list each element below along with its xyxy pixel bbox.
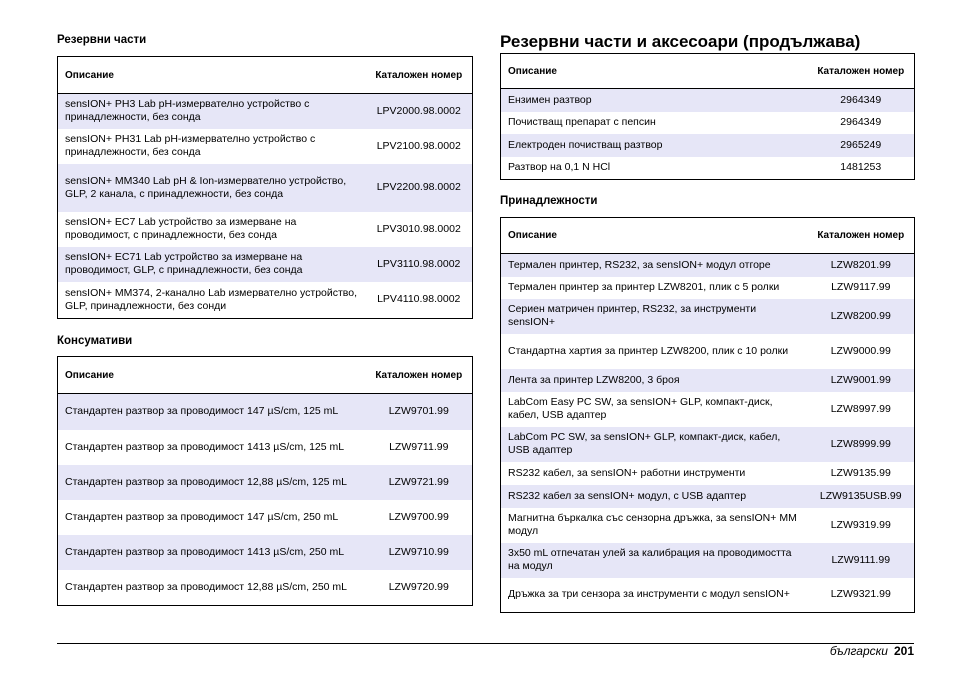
table-row [58,465,473,500]
row-description: Стандартен разтвор за проводимост 12,88 µS/cm, 125 mL [58,465,363,500]
table-row [58,500,473,535]
row-description: sensION+ MM374, 2-канално Lab измервателно устройство, GLP, принадлежности, без сонди [65,286,358,312]
continued-table [500,53,915,180]
row-description: sensION+ MM340 Lab pH & Ion-измервателно устройство, GLP, 2 канала, с принадлежности, без сонда [58,164,363,212]
row-catalog: LZW8997.99 [830,402,891,415]
row-description: Термален принтер за принтер LZW8201, плик с 5 ролки [508,281,780,293]
consumables-heading: Консумативи [57,335,133,347]
page-number: 201 [893,644,914,658]
accessories-table [500,217,915,613]
col-catalog-header: Каталожен номер [363,357,473,394]
table-row [58,247,473,282]
row-catalog: LZW9111.99 [805,543,915,578]
col-description-header: Описание [58,357,363,394]
row-description: Лента за принтер LZW8200, 3 броя [501,369,805,392]
table-row [58,94,473,129]
table-row [501,254,915,277]
table-row [501,112,915,134]
row-description: RS232 кабел, за sensION+ работни инструменти [508,466,746,479]
row-description: Дръжка за три сензора за инструменти с модул sensION+ [508,588,790,601]
table-row [501,134,915,157]
table-row [58,570,473,606]
row-catalog: LZW9117.99 [831,281,891,293]
row-description: Стандартен разтвор за проводимост 1413 µS/cm, 125 mL [65,440,345,453]
table-row [501,157,915,180]
row-description: sensION+ EC7 Lab устройство за измерване на проводимост, с принадлежности, без сонда [65,216,297,241]
row-catalog: LZW9701.99 [363,394,473,430]
row-description: RS232 кабел за sensION+ модул, с USB адаптер [501,485,805,508]
row-catalog: LZW9319.99 [830,518,891,531]
row-catalog: 2964349 [840,116,882,128]
row-catalog: LZW9720.99 [388,580,449,593]
table-row [58,394,473,430]
row-description: Стандартна хартия за принтер LZW8200, плик с 10 ролки [508,344,789,357]
page-footer [830,644,914,658]
table-row [501,543,915,578]
page-title-wrap [500,32,914,52]
row-description: Почистващ препарат с пепсин [508,116,656,128]
spare-parts-table [57,56,473,319]
accessories-section [500,194,914,208]
footer-divider [57,643,914,644]
consumables-table [57,356,473,606]
table-row [501,462,915,485]
table-row [501,427,915,462]
row-catalog: LZW9721.99 [363,465,473,500]
row-description: LabCom PC SW, за sensION+ GLP, компакт-диск, кабел, USB адаптер [501,427,805,462]
consumables-section [57,334,472,348]
table-row [501,277,915,299]
row-catalog: LZW9135.99 [830,466,891,479]
table-row [58,282,473,319]
col-description-header: Описание [58,57,363,94]
row-catalog: LZW9321.99 [830,588,891,601]
row-catalog: LPV3010.98.0002 [376,222,461,235]
page-title: Резервни части и аксесоари (продължава) [500,32,861,51]
row-description: sensION+ EC71 Lab устройство за измерване на проводимост, GLP, с принадлежности, без сонда [58,247,363,282]
table-row [501,334,915,369]
table-row [501,369,915,392]
row-catalog: 2964349 [805,89,915,112]
row-catalog: 2965249 [805,134,915,157]
row-catalog: LPV2000.98.0002 [363,94,473,129]
row-description: Разтвор на 0,1 N HCl [508,161,611,174]
row-description: Магнитна бъркалка със сензорна дръжка, за sensION+ MM модул [508,512,797,537]
col-catalog-header: Каталожен номер [805,218,915,254]
col-catalog-header: Каталожен номер [363,57,473,94]
row-catalog: LZW8201.99 [805,254,915,277]
row-catalog: LZW9135USB.99 [805,485,915,508]
row-catalog: LZW9711.99 [389,440,449,453]
row-description: 3x50 mL отпечатан улей за калибрация на проводимостта на модул [501,543,805,578]
row-catalog: LPV2200.98.0002 [363,164,473,212]
table-row [501,485,915,508]
consumables-table-wrap [57,356,472,606]
table-row [501,508,915,543]
row-catalog: LZW9000.99 [830,344,891,357]
row-description: Термален принтер, RS232, за sensION+ модул отгоре [501,254,805,277]
col-description-header: Описание [501,54,805,89]
table-row [58,212,473,247]
row-catalog: LPV4110.98.0002 [377,293,461,306]
footer-language: български [829,644,888,658]
row-description: sensION+ PH31 Lab pH-измервателно устройство с принадлежности, без сонда [65,133,316,158]
row-catalog: LZW8999.99 [805,427,915,462]
row-description: LabCom Easy PC SW, за sensION+ GLP, компакт-диск, кабел, USB адаптер [508,396,773,421]
table-row [58,164,473,212]
row-description: Стандартен разтвор за проводимост 12,88 µS/cm, 250 mL [65,580,348,593]
table-row [501,299,915,334]
row-catalog: 1481253 [840,161,882,174]
row-description: Ензимен разтвор [501,89,805,112]
row-description: Стандартен разтвор за проводимост 1413 µS/cm, 250 mL [58,535,363,570]
row-catalog: LZW9001.99 [805,369,915,392]
col-description-header: Описание [501,218,805,254]
row-description: Стандартен разтвор за проводимост 147 µS/cm, 250 mL [65,510,339,523]
table-row [58,535,473,570]
spare-parts-table-wrap [57,56,472,319]
accessories-heading: Принадлежности [500,195,598,207]
row-catalog: LZW9710.99 [363,535,473,570]
spare-parts-section [57,33,472,47]
row-description: Сериен матричен принтер, RS232, за инструменти sensION+ [501,299,805,334]
row-description: Стандартен разтвор за проводимост 147 µS/cm, 125 mL [58,394,363,430]
table-row [501,578,915,613]
row-description: sensION+ PH3 Lab pH-измервателно устройство с принадлежности, без сонда [58,94,363,129]
table-row [58,129,473,164]
table-row [501,392,915,427]
row-catalog: LPV3110.98.0002 [363,247,473,282]
table-row [58,430,473,465]
row-description: Електроден почистващ разтвор [501,134,805,157]
row-catalog: LZW8200.99 [805,299,915,334]
accessories-table-wrap [500,217,914,613]
col-catalog-header: Каталожен номер [805,54,915,89]
spare-parts-heading: Резервни части [57,34,147,46]
continued-table-wrap [500,53,914,180]
row-catalog: LPV2100.98.0002 [376,139,461,152]
table-row [501,89,915,112]
row-catalog: LZW9700.99 [388,510,449,523]
